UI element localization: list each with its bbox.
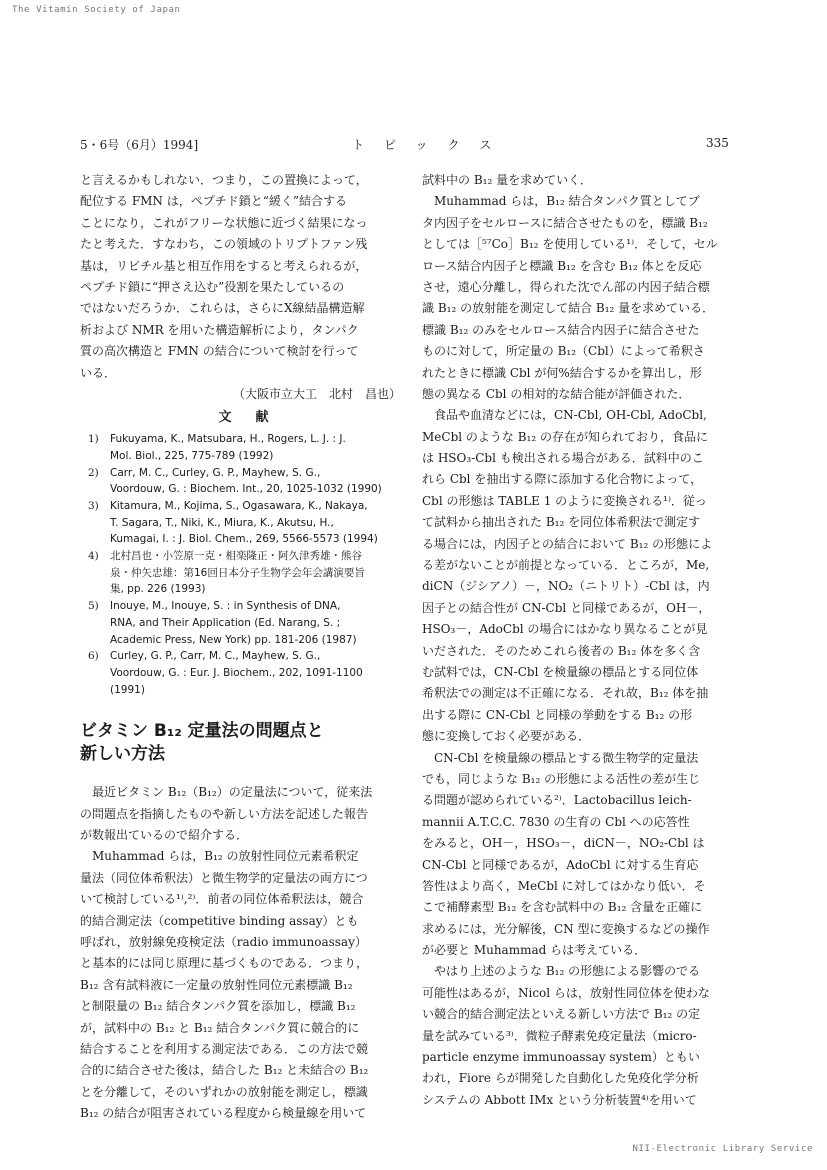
text-line: mannii A.T.C.C. 7830 の生育の Cbl への応答性 (422, 814, 690, 829)
text-line: 態に変換しておく必要がある． (422, 729, 591, 744)
text-line: 質の高次構造と FMN の結合について検討を行って (80, 344, 359, 359)
text-line: が必要と Muhammad らは考えている． (422, 943, 647, 958)
text-line: としては［⁵⁷Co］B₁₂ を使用している¹⁾．そして，セル (422, 237, 718, 252)
reference-number: 6) (88, 650, 99, 663)
text-line: われ，Fiore らが開発した自動化した免疫化学分析 (422, 1071, 699, 1086)
text-line: いだされた．そのためこれら後者の B₁₂ 体を多く含 (422, 643, 701, 658)
text-line: 量を試みている³⁾．微粒子酵素免疫定量法（micro- (422, 1028, 697, 1043)
text-line: 食品や血清などには，CN-Cbl, OH-Cbl, AdoCbl, (422, 408, 707, 423)
text-line: いる． (80, 365, 117, 380)
reference-number: 5) (88, 600, 99, 613)
text-line: システムの Abbott IMx という分析装置⁴⁾を用いて (422, 1092, 697, 1107)
text-line: ペプチド鎖に“押さえ込む”役割を果たしているの (80, 279, 345, 294)
text-line: MeCbl のような B₁₂ の存在が知られており，食品に (422, 429, 708, 444)
text-line: 最近ビタミン B₁₂（B₁₂）の定量法について，従来法 (80, 785, 373, 800)
text-line: が，試料中の B₁₂ と B₁₂ 結合タンパク質に競合的に (80, 1020, 360, 1035)
text-line: 試料中の B₁₂ 量を求めていく． (422, 173, 592, 187)
right-column (422, 170, 749, 1111)
text-line: 識 B₁₂ の放射能を測定して結合 B₁₂ 量を求めている． (422, 301, 715, 316)
reference-line: T. Sagara, T., Niki, K., Miura, K., Akutsu, H., (110, 516, 334, 529)
reference-number: 1) (88, 433, 99, 446)
reference-line: 泉・仲矢忠雄：第16回日本分子生物学会年会講演要旨 (110, 566, 365, 579)
reference-line: Carr, M. C., Curley, G. P., Mayhew, S. G., (110, 466, 321, 479)
text-line: と基本的には同じ原理に基づくものである．つまり， (80, 956, 369, 971)
text-line: の問題点を指摘したものや新しい方法を記述した報告 (80, 806, 369, 821)
text-line: れら Cbl を抽出する際に添加する化合物によって， (422, 472, 703, 487)
section-title-line: 新しい方法 (80, 744, 165, 765)
text-line: させ，遠心分離し，得られた沈でん部の内因子結合標 (422, 279, 710, 294)
header-section: トピックス (352, 138, 512, 152)
text-line: B₁₂ 含有試料液に一定量の放射性同位元素標識 B₁₂ (80, 977, 353, 992)
text-line: 結合することを利用する測定法である．この方法で競 (80, 1041, 369, 1056)
text-line: 希釈法での測定は不正確になる．それ故，B₁₂ 体を抽 (422, 686, 709, 701)
text-line: とを分離して，そのいずれかの放射能を測定し，標識 (80, 1084, 368, 1099)
reference-line: Curley, G. P., Carr, M. C., Mayhew, S. G., (110, 650, 321, 663)
reference-line: RNA, and Their Application (Ed. Narang, S. ; (110, 616, 341, 629)
body-paragraph (80, 782, 407, 1124)
text-line: Muhammad らは，B₁₂ 結合タンパク質としてブ (422, 194, 700, 209)
reference-line: 北村昌也・小笠原一克・相楽隆正・阿久津秀雄・熊谷 (110, 550, 362, 563)
references-list (80, 431, 407, 698)
header-issue: 5・6号（6月）1994] (80, 138, 199, 152)
reference-line: Fukuyama, K., Matsubara, H., Rogers, L. J. : J. (110, 433, 346, 446)
text-line: Muhammad らは，B₁₂ の放射性同位元素希釈定 (80, 849, 359, 864)
text-line: 配位する FMN は，ペプチド鎖と“緩く”結合する (80, 194, 348, 209)
reference-line: Academic Press, New York) pp. 181-206 (1987) (110, 633, 357, 646)
watermark-bottom: NII-Electronic Library Service (632, 1144, 813, 1154)
text-line: 基は，リビチル基と相互作用をすると考えられるが， (80, 258, 368, 273)
reference-item (80, 465, 407, 498)
text-line: る差がないことが前提となっている．ところが，Me, (422, 558, 710, 573)
text-line: れたときに標識 Cbl が何%結合するかを算出し，形 (422, 365, 702, 380)
reference-number: 4) (88, 550, 99, 563)
reference-item (80, 548, 407, 598)
reference-item (80, 648, 407, 698)
text-line: ロース結合内因子と標識 B₁₂ を含む B₁₂ 体とを反応 (422, 258, 702, 273)
text-line: いて検討している¹⁾,²⁾．前者の同位体希釈法は，競合 (80, 892, 364, 907)
reference-item (80, 598, 407, 648)
text-line: HSO₃－，AdoCbl の場合にはかなり異なることが見 (422, 622, 708, 637)
reference-line: Voordouw, G. : Eur. J. Biochem., 202, 1091-1100 (110, 666, 363, 679)
section-title-line: ビタミン B₁₂ 定量法の問題点と (80, 721, 324, 742)
text-line: は HSO₃-Cbl も検出される場合がある．試料中のこ (422, 451, 704, 466)
text-line: ではないだろうか．これらは，さらにX線結晶構造解 (80, 301, 365, 316)
text-line: て試料から抽出された B₁₂ を同位体希釈法で測定す (422, 515, 701, 530)
text-line: ことになり，これがフリーな状態に近づく結果になっ (80, 215, 368, 230)
author-signature: （大阪市立大工 北村 昌也） (232, 386, 401, 401)
text-line: い競合的結合測定法といえる新しい方法で B₁₂ の定 (422, 1007, 701, 1022)
references-heading: 文献 (218, 410, 293, 426)
watermark-top: The Vitamin Society of Japan (12, 5, 181, 15)
text-line: 可能性はあるが，Nicol らは，放射性同位体を使わな (422, 985, 710, 1000)
reference-line: Kumagai, I. : J. Biol. Chem., 269, 5566-5573 (1994) (110, 533, 378, 546)
text-line: やはり上述のような B₁₂ の形態による影響のでる (422, 964, 701, 979)
text-line: 標識 B₁₂ のみをセルロース結合内因子に結合させた (422, 322, 700, 337)
text-line: 答性はより高く，MeCbl に対してはかなり低い．そ (422, 878, 706, 893)
text-line: 量法（同位体希釈法）と微生物学的定量法の両方につ (80, 870, 368, 885)
text-line: B₁₂ の結合が阻害されている程度から検量線を用いて (80, 1106, 367, 1121)
text-line: こで補酵素型 B₁₂ を含む試料中の B₁₂ 含量を正確に (422, 900, 703, 915)
text-line: particle enzyme immunoassay system）ともい (422, 1050, 700, 1065)
text-line: 呼ばれ，放射線免疫検定法（radio immunoassay） (80, 935, 367, 950)
text-line: たと考えた．すなわち，この領域のトリプトファン残 (80, 237, 368, 252)
reference-item (80, 498, 407, 548)
left-column (80, 170, 407, 1125)
reference-line: 集, pp. 226 (1993) (110, 583, 206, 596)
reference-line: Kitamura, M., Kojima, S., Ogasawara, K., Nakaya, (110, 500, 368, 513)
text-line: CN-Cbl と同様であるが，AdoCbl に対する生育応 (422, 857, 699, 872)
right-column-text (422, 170, 749, 1111)
reference-item (80, 431, 407, 464)
text-line: でも，同じような B₁₂ の形態による活性の差が生じ (422, 771, 701, 786)
page-number: 335 (706, 136, 729, 150)
text-line: Cbl の形態は TABLE 1 のように変換される¹⁾．従っ (422, 493, 707, 508)
text-line: タ内因子をセルロースに結合させたものを，標識 B₁₂ (422, 215, 708, 230)
section-title (80, 720, 407, 766)
text-line: ものに対して，所定量の B₁₂（Cbl）によって希釈さ (422, 344, 705, 359)
text-line: 因子との結合性が CN-Cbl と同様であるが，OH－， (422, 600, 711, 615)
text-line: 出する際に CN-Cbl と同様の挙動をする B₁₂ の形 (422, 707, 693, 722)
text-line: 的結合測定法（competitive binding assay）とも (80, 913, 359, 928)
text-line: と言えるかもしれない．つまり，この置換によって， (80, 173, 368, 187)
text-line: CN-Cbl を検量線の標品とする微生物学的定量法 (422, 750, 699, 765)
text-line: る問題が認められている²⁾．Lactobacillus leich- (422, 793, 692, 808)
text-line: る場合には，内因子との結合において B₁₂ の形態によ (422, 536, 713, 551)
text-line: をみると，OH－，HSO₃－，diCN－，NO₂-Cbl は (422, 836, 705, 851)
text-line: と制限量の B₁₂ 結合タンパク質を添加し，標識 B₁₂ (80, 999, 356, 1014)
intro-paragraph (80, 170, 407, 384)
text-line: 求めるには，光分解後，CN 型に変換するなどの操作 (422, 921, 710, 936)
reference-number: 2) (88, 466, 99, 479)
text-line: 態の異なる Cbl の相対的な結合能が評価された． (422, 386, 691, 401)
reference-line: (1991) (110, 683, 145, 696)
reference-line: Voordouw, G. : Biochem. Int., 20, 1025-1032 (1990) (110, 483, 382, 496)
reference-line: Inouye, M., Inouye, S. : in Synthesis of DNA, (110, 600, 341, 613)
reference-number: 3) (88, 500, 99, 513)
text-line: diCN（ジシアノ）－，NO₂（ニトリト）-Cbl は，内 (422, 579, 710, 594)
text-line: 合的に結合させた後は，結合した B₁₂ と未結合の B₁₂ (80, 1063, 369, 1078)
text-line: む試料では，CN-Cbl を検量線の標品とする同位体 (422, 664, 699, 679)
reference-line: Mol. Biol., 225, 775-789 (1992) (110, 449, 274, 462)
text-line: が数報出ているので紹介する． (80, 828, 249, 843)
text-line: 析および NMR を用いた構造解析により，タンパク (80, 322, 359, 337)
